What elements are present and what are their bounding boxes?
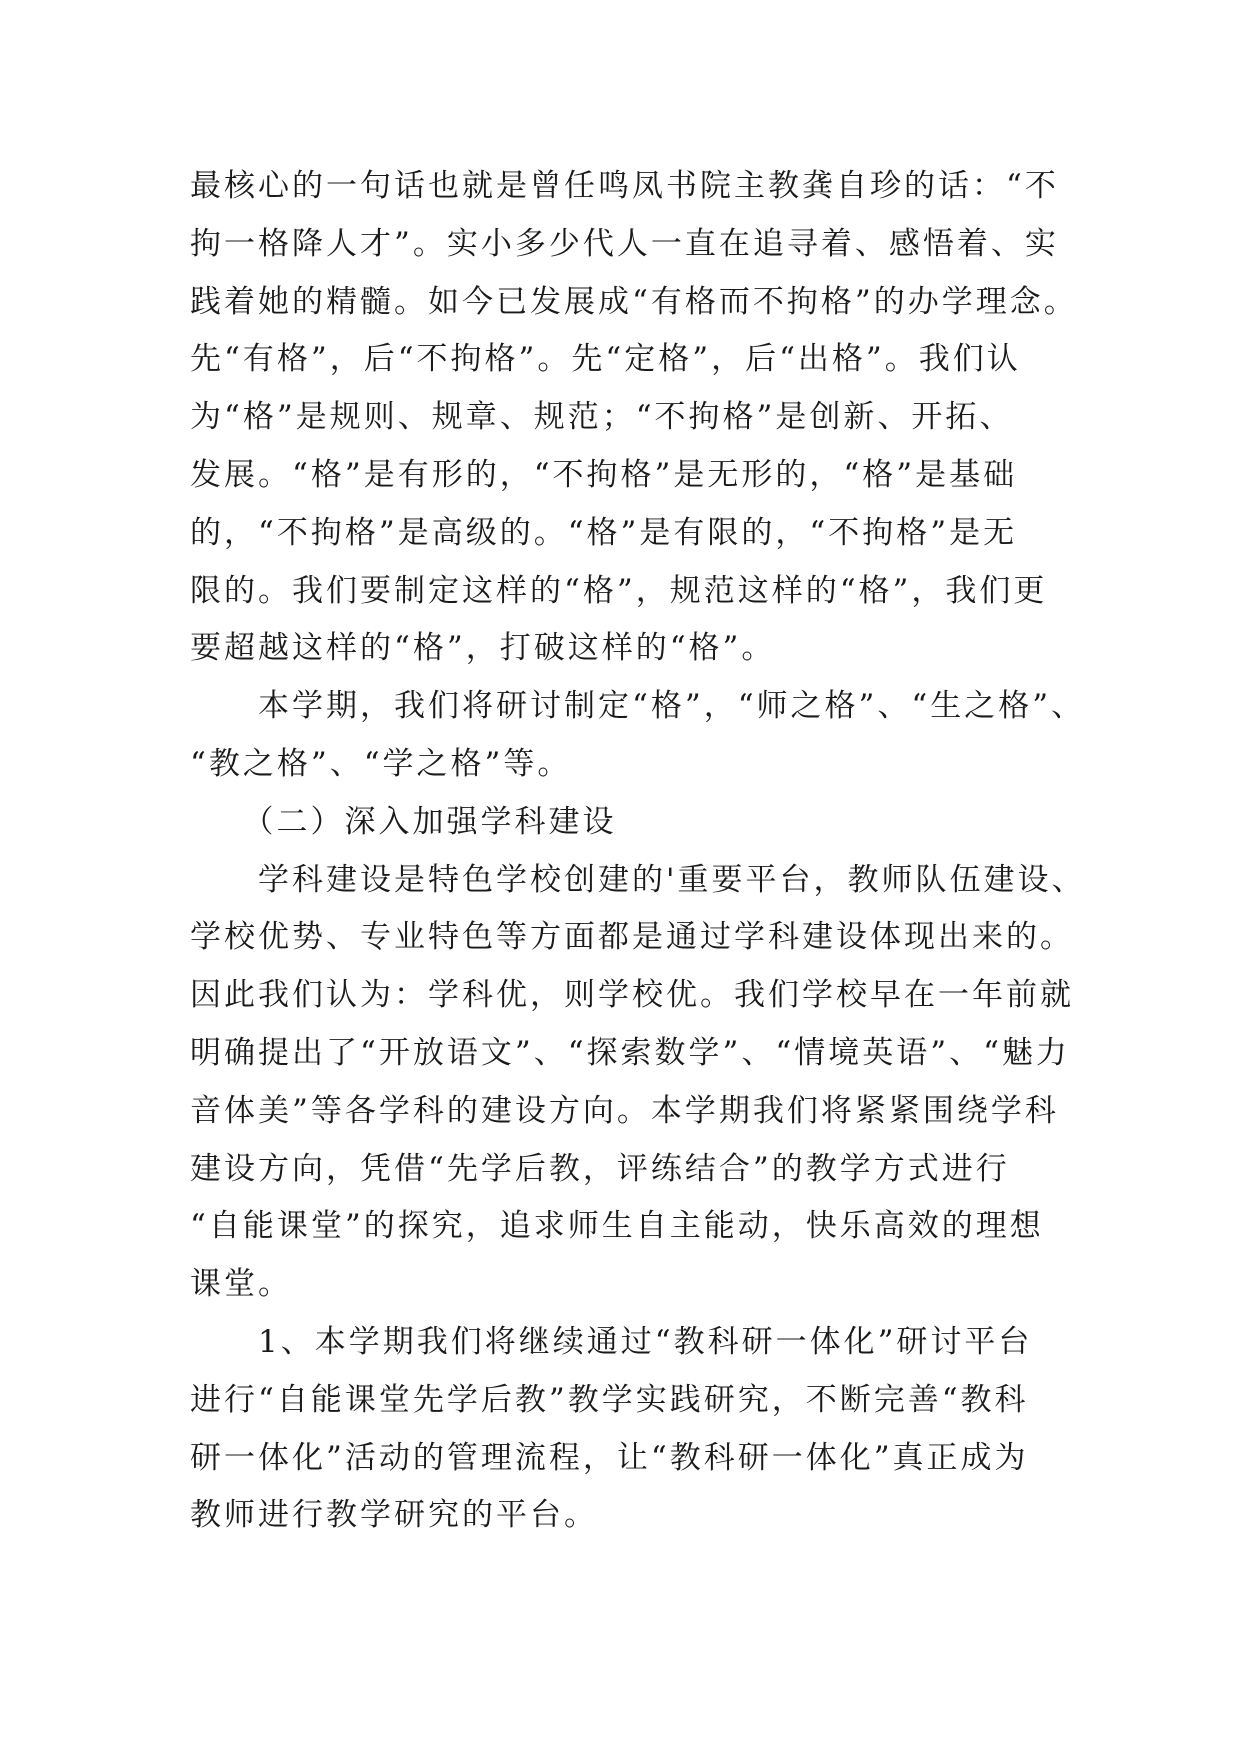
text-line: 要超越这样的“格”，打破这样的“格”。: [190, 630, 776, 667]
text-line: 拘一格降人才”。实小多少代人一直在追寻着、感悟着、实: [190, 225, 1059, 262]
text-line: 课堂。: [190, 1266, 292, 1303]
text-line: “教之格”、“学之格”等。: [190, 745, 572, 782]
text-line: 音体美”等各学科的建设方向。本学期我们将紧紧围绕学科: [190, 1092, 1059, 1129]
paragraph-first-line: 1、本学期我们将继续通过“教科研一体化”研讨平台: [190, 1323, 1033, 1360]
text-line: “自能课堂”的探究，追求师生自主能动，快乐高效的理想: [190, 1208, 1044, 1245]
text-line: 建设方向，凭借“先学后教，评练结合”的教学方式进行: [190, 1150, 1010, 1187]
text-line: 研一体化”活动的管理流程，让“教科研一体化”真正成为: [190, 1439, 1029, 1476]
body-text: [190, 158, 1090, 1545]
section-heading: （二）深入加强学科建设: [190, 803, 617, 840]
text-line: 践着她的精髓。如今已发展成“有格而不拘格”的办学理念。: [190, 283, 1078, 320]
text-line: 因此我们认为：学科优，则学校优。我们学校早在一年前就: [190, 977, 1074, 1014]
text-line: 教师进行教学研究的平台。: [190, 1497, 598, 1534]
text-line: 发展。“格”是有形的，“不拘格”是无形的，“格”是基础: [190, 456, 1018, 493]
text-line: 最核心的一句话也就是曾任鸣凤书院主教龚自珍的话：“不: [190, 168, 1059, 204]
text-line: 的，“不拘格”是高级的。“格”是有限的，“不拘格”是无: [190, 514, 1018, 551]
text-line: 限的。我们要制定这样的“格”，规范这样的“格”，我们更: [190, 572, 1048, 609]
paragraph-first-line: 学科建设是特色学校创建的'重要平台，教师队伍建设、: [190, 861, 1086, 898]
text-line: 先“有格”，后“不拘格”。先“定格”，后“出格”。我们认: [190, 341, 1021, 378]
text-line: 为“格”是规则、规章、规范；“不拘格”是创新、开拓、: [190, 399, 1014, 436]
paragraph-first-line: 本学期，我们将研讨制定“格”，“师之格”、“生之格”、: [190, 688, 1086, 725]
text-line: 进行“自能课堂先学后教”教学实践研究，不断完善“教科: [190, 1381, 1029, 1418]
text-line: 学校优势、专业特色等方面都是通过学科建设体现出来的。: [190, 919, 1074, 956]
text-line: 明确提出了“开放语文”、“探索数学”、“情境英语”、“魅力: [190, 1034, 1070, 1071]
